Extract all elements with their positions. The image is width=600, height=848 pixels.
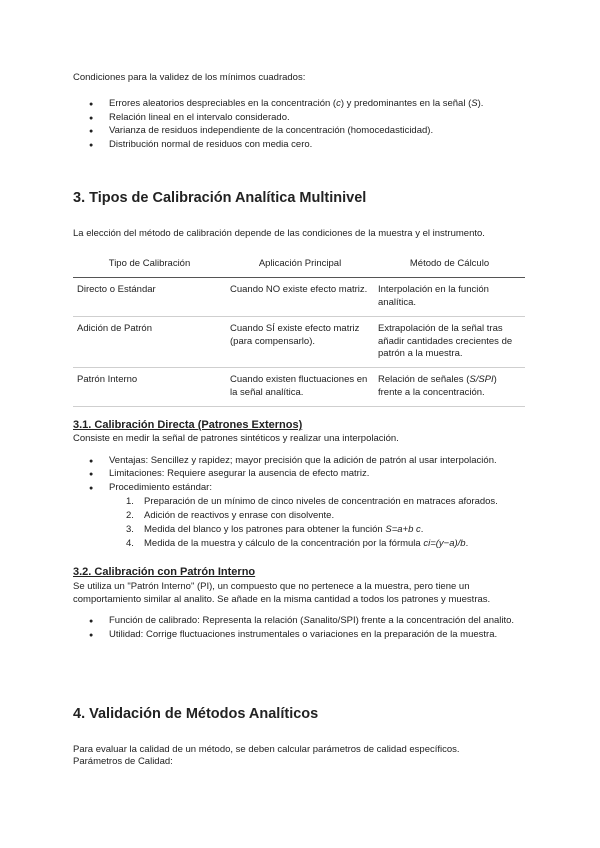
list-item: ● Relación lineal en el intervalo considerado. [73,112,527,125]
table-cell: Extrapolación de la señal tras añadir cantidades crecientes de patrón a la muestra. [374,316,525,367]
section-heading: 3. Tipos de Calibración Analítica Multinivel [73,190,367,206]
section-3-1-list [73,455,527,495]
subsection-text: Se utiliza un "Patrón Interno" (PI), un compuesto que no pertenece a la muestra, pero tiene un comportamiento similar al analito. Se añade en la misma cantidad a todos los patrones y muestras. [73,580,491,606]
table-row [73,368,525,407]
column-header: Tipo de Calibración [73,254,226,277]
section-3-1 [73,418,527,551]
list-item: ● Varianza de residuos independiente de la concentración (homocedasticidad). [73,125,527,138]
list-item: ● Ventajas: Sencillez y rapidez; mayor precisión que la adición de patrón al usar interpolación. [73,455,527,468]
section-4 [73,705,527,769]
table-cell: Cuando existen fluctuaciones en la señal analítica. [226,368,374,407]
table-cell: Interpolación en la función analítica. [374,278,525,317]
list-item: ● Errores aleatorios despreciables en la concentración (c) y predominantes en la señal (S). [73,98,527,111]
table-row [73,316,525,367]
table-cell: Directo o Estándar [73,278,226,317]
table-header-row [73,254,525,277]
section-3-2 [73,565,527,643]
calibration-table [73,254,525,407]
subsection-text: Consiste en medir la señal de patrones sintéticos y realizar una interpolación. [73,432,399,444]
section-3-2-list [73,615,527,642]
subsection-heading: 3.1. Calibración Directa (Patrones Externos) [73,419,303,431]
subsection-heading: 3.2. Calibración con Patrón Interno [73,566,256,578]
list-item: ● Función de calibrado: Representa la relación (Sanalito/SPI) frente a la concentración del analito. [73,615,527,628]
step-item: 4. Medida de la muestra y cálculo de la concentración por la fórmula ci=(y−a)/b. [126,537,469,549]
table-cell: Patrón Interno [73,368,226,407]
section-3 [73,189,527,407]
step-item: 3. Medida del blanco y los patrones para obtener la función S=a+b c. [126,523,424,535]
column-header: Método de Cálculo [374,254,525,277]
column-header: Aplicación Principal [226,254,374,277]
list-item: ● Procedimiento estándar: [73,482,527,495]
list-item: ● Utilidad: Corrige fluctuaciones instrumentales o variaciones en la preparación de la muestra. [73,629,527,642]
section-heading: 4. Validación de Métodos Analíticos [73,706,319,722]
intro-section [73,72,527,153]
table-cell: Cuando NO existe efecto matriz. [226,278,374,317]
list-item: ● Limitaciones: Requiere asegurar la ausencia de efecto matriz. [73,468,527,481]
section-subtext: Parámetros de Calidad: [73,756,173,768]
list-item: ● Distribución normal de residuos con media cero. [73,139,527,152]
table-row [73,278,525,317]
section-text: La elección del método de calibración depende de las condiciones de la muestra y el instrumento. [73,227,485,239]
step-item: 1. Preparación de un mínimo de cinco niveles de concentración en matraces aforados. [126,496,498,508]
section-text: Para evaluar la calidad de un método, se deben calcular parámetros de calidad específicos. [73,743,460,755]
step-item: 2. Adición de reactivos y enrase con disolvente. [126,509,335,521]
table-cell: Adición de Patrón [73,316,226,367]
table-cell: Cuando SÍ existe efecto matriz (para compensarlo). [226,316,374,367]
intro-list [73,98,527,152]
intro-text: Condiciones para la validez de los mínimos cuadrados: [73,72,306,83]
table-cell: Relación de señales (S/SPI) frente a la concentración. [374,368,525,407]
procedure-steps [73,496,527,550]
